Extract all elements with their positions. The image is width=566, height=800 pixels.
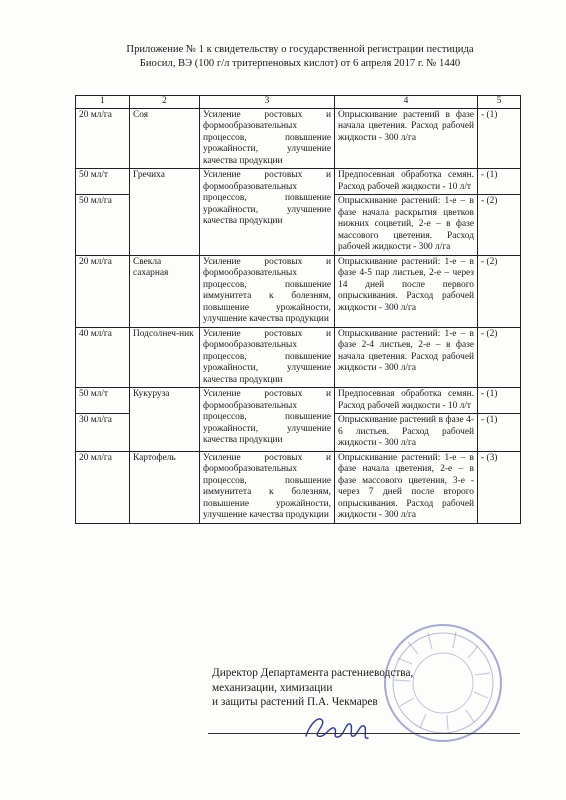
signature-block — [212, 666, 532, 710]
rate-cell: 50 мл/т — [76, 169, 130, 195]
column-header: 5 — [478, 96, 521, 109]
method-cell: Опрыскивание растений: 1-е – в фазе 2-4 листьев, 2-е – в фазе начала цветения. Расход рабочей жидкости - 300 л/га — [335, 327, 478, 388]
signatory-title-line-2: механизации, химизации — [212, 681, 333, 694]
column-header: 3 — [200, 96, 335, 109]
method-cell: Опрыскивание растений: 1-е – в фазе 4-5 пар листьев, 2-е – через 14 дней после первого опрыскивания. Расход рабочей жидкости - 300 л/га — [335, 255, 478, 327]
term-cell: - (1) — [478, 169, 521, 195]
heading-line-2: Биосил, ВЭ (100 г/л тритерпеновых кислот) от 6 апреля 2017 г. № 1440 — [139, 58, 461, 69]
method-cell: Опрыскивание растений в фазе 4-6 листьев. Расход рабочей жидкости - 300 л/га — [335, 414, 478, 452]
crop-cell: Кукуруза — [130, 388, 200, 452]
table-row — [76, 169, 521, 195]
term-cell: - (2) — [478, 255, 521, 327]
rate-cell: 20 мл/га — [76, 255, 130, 327]
method-cell: Предпосевная обработка семян. Расход рабочей жидкости - 10 л/т — [335, 388, 478, 414]
table-row — [76, 388, 521, 414]
crop-cell: Гречиха — [130, 169, 200, 256]
table-row — [76, 451, 521, 523]
method-cell: Предпосевная обработка семян. Расход рабочей жидкости - 10 л/т — [335, 169, 478, 195]
rate-cell: 20 мл/га — [76, 451, 130, 523]
column-header: 4 — [335, 96, 478, 109]
term-cell: - (1) — [478, 388, 521, 414]
registration-table — [75, 95, 521, 524]
heading-line-1: Приложение № 1 к свидетельству о государственной регистрации пестицида — [126, 44, 474, 55]
rate-cell: 20 мл/га — [76, 108, 130, 169]
table-row — [76, 255, 521, 327]
purpose-cell: Усиление ростовых и формообразовательных процессов, повышение иммунитета к болезням, повышение урожайности, улучшение качества продукции — [200, 255, 335, 327]
term-cell: - (2) — [478, 327, 521, 388]
rate-cell: 50 мл/т — [76, 388, 130, 414]
signatory-title-line-1: Директор Департамента растениеводства, — [212, 667, 414, 679]
crop-cell: Подсолнеч-ник — [130, 327, 200, 388]
column-header: 1 — [76, 96, 130, 109]
column-header: 2 — [130, 96, 200, 109]
table-row — [76, 108, 521, 169]
table-header-row — [76, 96, 521, 109]
document-heading — [90, 43, 510, 71]
crop-cell: Соя — [130, 108, 200, 169]
purpose-cell: Усиление ростовых и формообразовательных процессов, повышение иммунитета к болезням, повышение урожайности, улучшение качества продукции — [200, 451, 335, 523]
handwritten-signature — [296, 706, 376, 746]
rate-cell: 40 мл/га — [76, 327, 130, 388]
table-row — [76, 327, 521, 388]
purpose-cell: Усиление ростовых и формообразовательных процессов, повышение урожайности, улучшение качества продукции — [200, 169, 335, 256]
method-cell: Опрыскивание растений: 1-е – в фазе начала раскрытия цветков нижних соцветий, 2-е – в фазе массового цветения. Расход рабочей жидкости - 300 л/га — [335, 195, 478, 256]
method-cell: Опрыскивание растений: 1-е – в фазе начала цветения, 2-е – в фазе массового цветения, 3-е - через 7 дней после второго опрыскивания. Расход рабочей жидкости - 300 л/га — [335, 451, 478, 523]
term-cell: - (3) — [478, 451, 521, 523]
crop-cell: Свекла сахарная — [130, 255, 200, 327]
purpose-cell: Усиление ростовых и формообразовательных процессов, повышение урожайности, улучшение качества продукции — [200, 327, 335, 388]
method-cell: Опрыскивание растений в фазе начала цветения. Расход рабочей жидкости - 300 л/га — [335, 108, 478, 169]
term-cell: - (2) — [478, 195, 521, 256]
term-cell: - (1) — [478, 108, 521, 169]
rate-cell: 50 мл/га — [76, 195, 130, 256]
signatory-name-line: и защиты растений П.А. Чекмарев — [212, 696, 378, 708]
term-cell: - (1) — [478, 414, 521, 452]
purpose-cell: Усиление ростовых и формообразовательных процессов, повышение урожайности, улучшение качества продукции — [200, 108, 335, 169]
rate-cell: 30 мл/га — [76, 414, 130, 452]
crop-cell: Картофель — [130, 451, 200, 523]
purpose-cell: Усиление ростовых и формообразовательных процессов, повышение урожайности, улучшение качества продукции — [200, 388, 335, 452]
signature-underline — [208, 733, 520, 734]
